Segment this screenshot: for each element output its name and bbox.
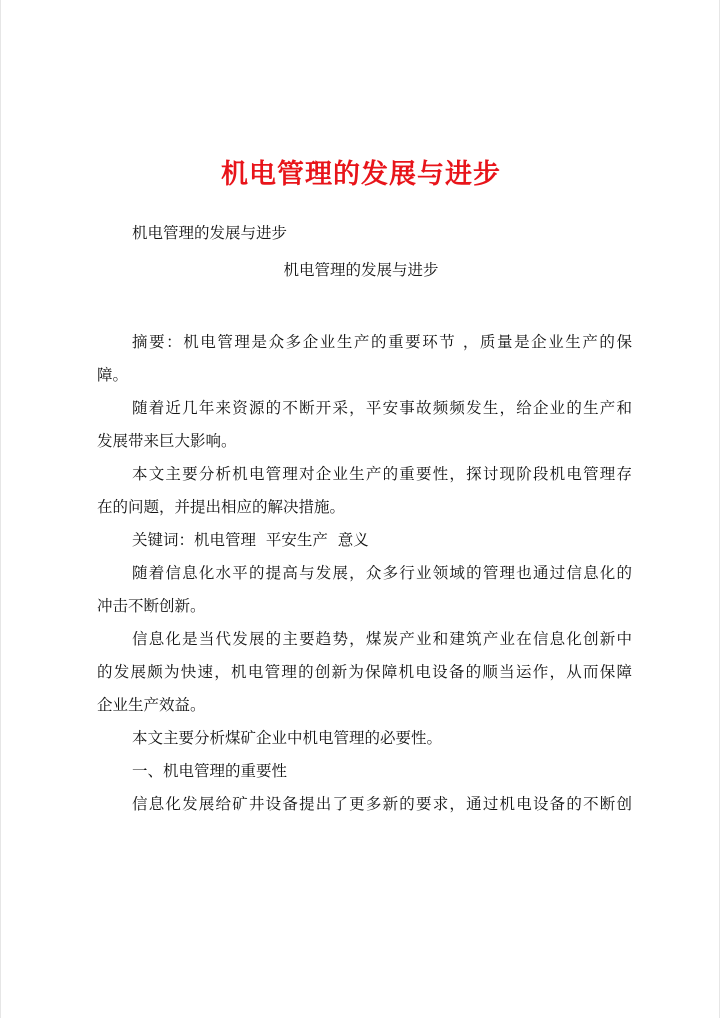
text-line: 障。 <box>97 366 129 384</box>
text-line: 摘要：机电管理是众多企业生产的重要环节 ，质量是企业生产的保 <box>132 333 632 351</box>
paragraph <box>97 557 632 623</box>
text-line: 冲击不断创新。 <box>97 597 206 615</box>
text-line: 本文主要分析机电管理对企业生产的重要性，探讨现阶段机电管理存 <box>132 465 632 483</box>
paragraph <box>97 458 632 524</box>
paragraph <box>97 392 632 458</box>
document-title: 机电管理的发展与进步 <box>221 159 501 190</box>
text-line: 本文主要分析煤矿企业中机电管理的必要性。 <box>132 729 443 747</box>
text-line: 的发展颇为快速，机电管理的创新为保障机电设备的顺当运作，从而保障 <box>97 663 632 681</box>
text-line: 随着信息化水平的提高与发展，众多行业领域的管理也通过信息化的 <box>132 564 632 582</box>
text-line: 在的问题，并提出相应的解决措施。 <box>97 498 346 516</box>
text-line: 发展带来巨大影响。 <box>97 432 237 450</box>
text-line: 信息化是当代发展的主要趋势，煤炭产业和建筑产业在信息化创新中 <box>132 630 632 648</box>
text-line: 一、机电管理的重要性 <box>132 762 288 780</box>
paragraph-keywords <box>97 524 632 557</box>
document-subtitle: 机电管理的发展与进步 <box>132 224 288 242</box>
paragraph <box>97 722 632 755</box>
text-line: 关键词：机电管理 平安生产 意义 <box>132 531 369 549</box>
paragraph <box>97 788 632 821</box>
document-body <box>97 326 632 821</box>
text-line: 企业生产效益。 <box>97 696 206 714</box>
section-heading <box>97 755 632 788</box>
text-line: 信息化发展给矿井设备提出了更多新的要求，通过机电设备的不断创 <box>132 795 632 813</box>
paragraph <box>97 623 632 722</box>
paragraph <box>97 326 632 392</box>
document-subtitle-centered: 机电管理的发展与进步 <box>283 261 439 279</box>
text-line: 随着近几年来资源的不断开采，平安事故频频发生，给企业的生产和 <box>132 399 632 417</box>
